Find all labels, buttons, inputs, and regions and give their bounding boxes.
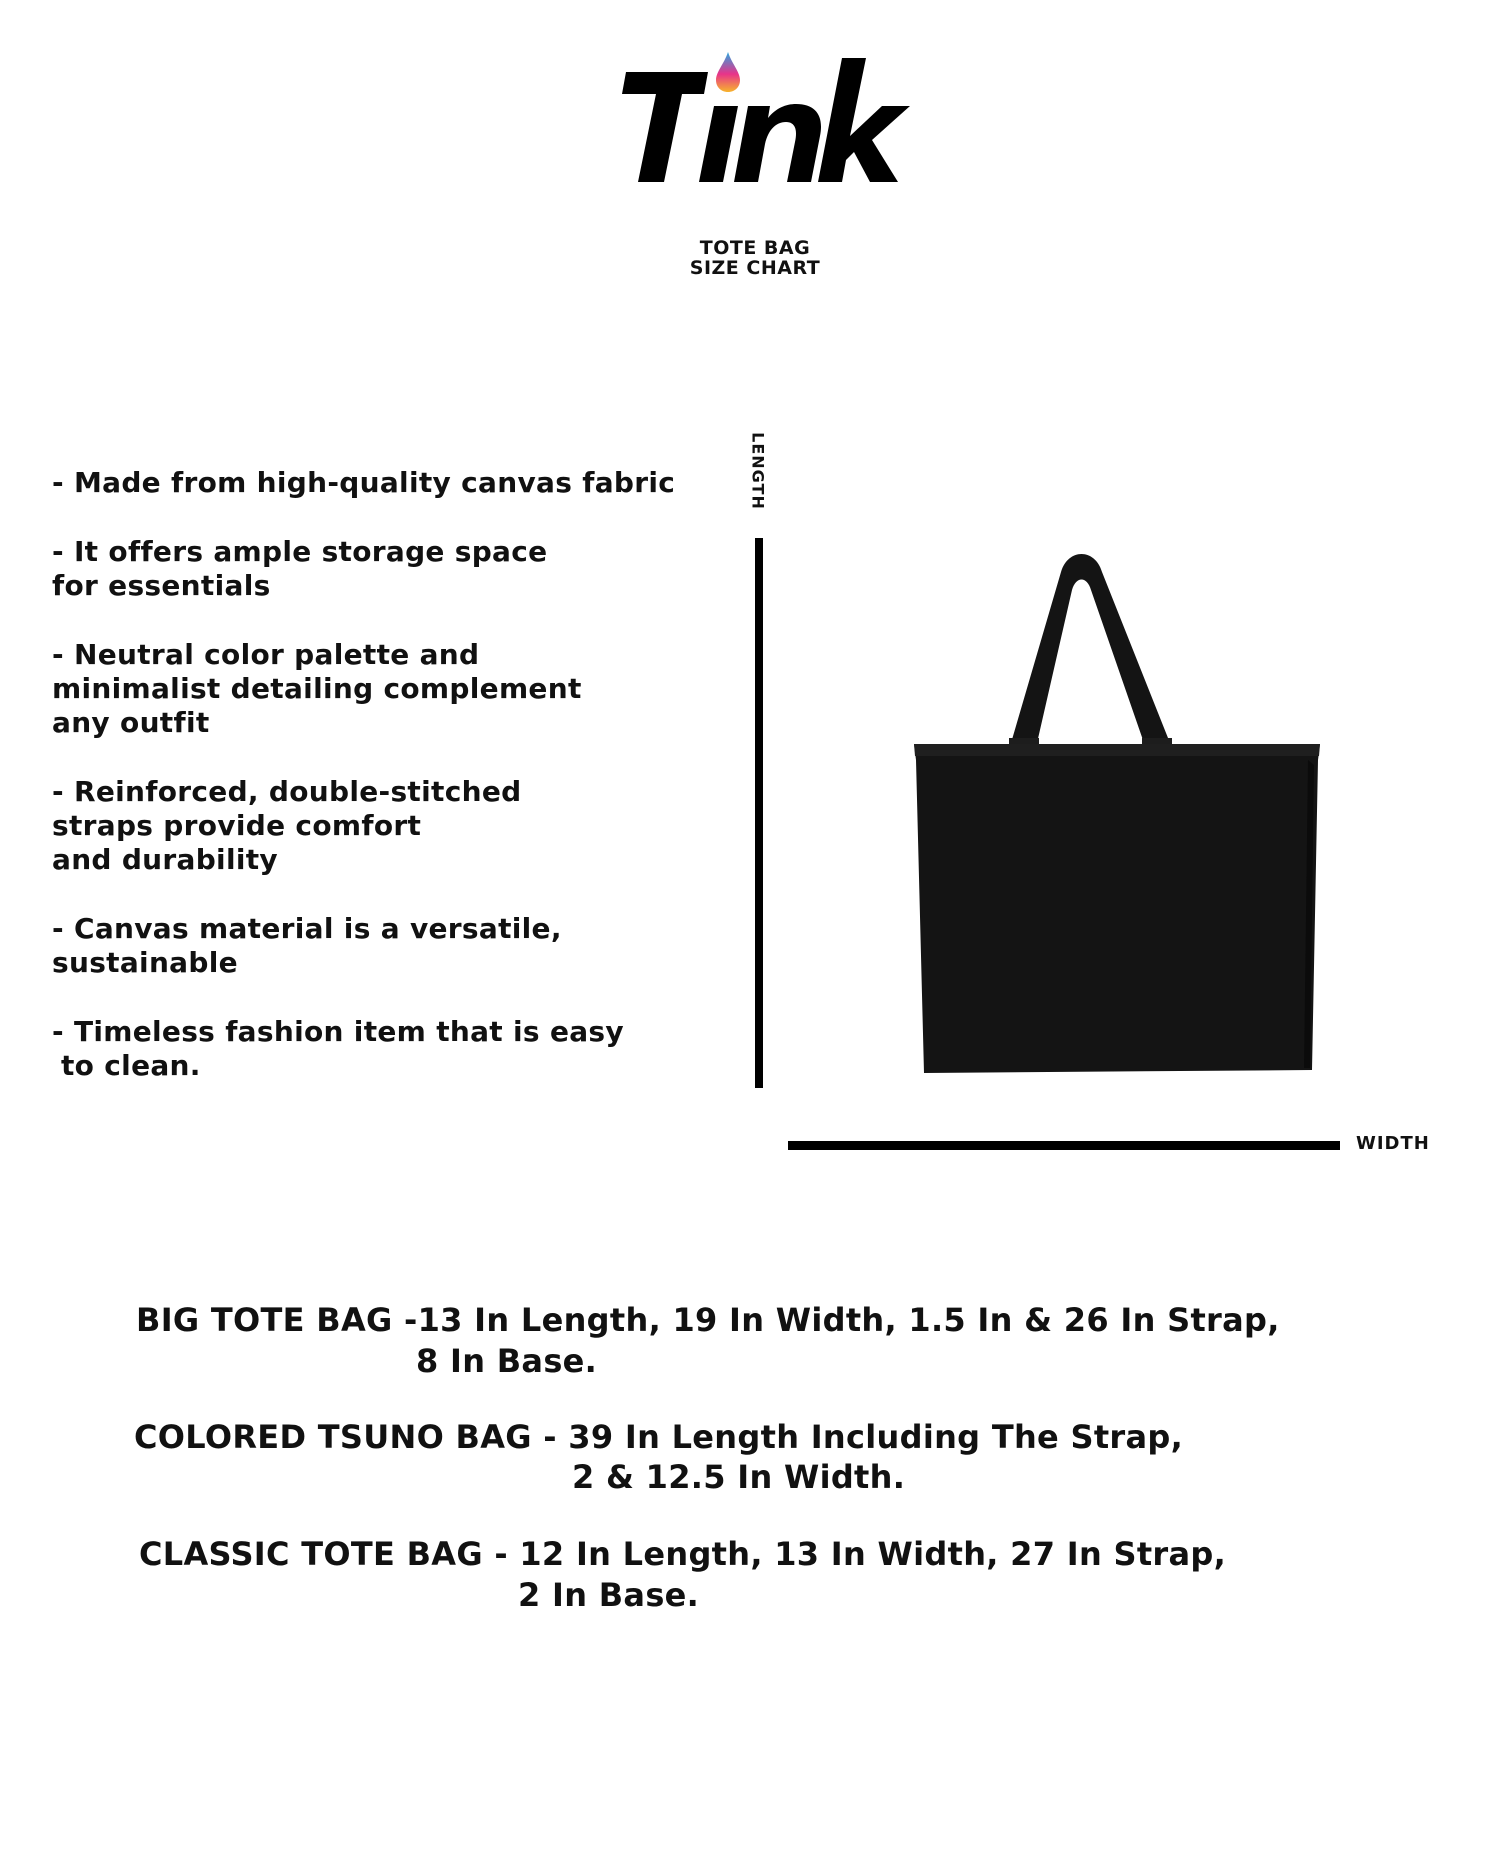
size-line: CLASSIC TOTE BAG - 12 In Length, 13 In Width, 27 In Strap, [139,1535,1227,1573]
tote-bag-image [900,490,1340,1090]
feature-item [52,466,752,500]
length-dimension-line [755,538,763,1088]
feature-line: and durability [52,843,278,876]
size-line: COLORED TSUNO BAG - 39 In Length Including The Strap, [134,1418,1184,1456]
size-entry-tsuno-bag [0,1417,1500,1497]
feature-line: - Timeless fashion item that is easy [52,1015,624,1048]
feature-line: any outfit [52,706,210,739]
feature-line: - Reinforced, double-stitched [52,775,522,808]
feature-line: to clean. [61,1049,201,1082]
feature-line: - Canvas material is a versatile, [52,912,562,945]
size-line: BIG TOTE BAG -13 In Length, 19 In Width, 1.5 In & 26 In Strap, [136,1301,1280,1339]
feature-list [52,466,752,1118]
feature-item [52,775,752,877]
title-line-2: SIZE CHART [689,257,821,279]
tink-logo-icon [620,48,910,188]
size-line: 2 & 12.5 In Width. [572,1458,906,1496]
tote-bag-icon [900,490,1340,1090]
length-label [745,426,771,516]
feature-item [52,638,752,740]
feature-line: - Made from high-quality canvas fabric [52,466,676,499]
feature-line: straps provide comfort [52,809,422,842]
feature-line: minimalist detailing complement [52,672,582,705]
width-dimension-line [788,1141,1340,1150]
size-line: 8 In Base. [416,1342,598,1380]
feature-line: - It offers ample storage space [52,535,548,568]
size-entry-classic-tote [0,1534,1500,1614]
feature-item [52,912,752,980]
title-line-1: TOTE BAG [699,237,811,259]
feature-item [52,1015,752,1083]
feature-line: - Neutral color palette and [52,638,480,671]
page-title [600,238,910,278]
length-label-text: LENGTH [748,432,768,510]
size-line: 2 In Base. [518,1576,700,1614]
feature-item [52,535,752,603]
size-list [0,1300,1500,1651]
brand-logo [620,48,910,188]
width-label: WIDTH [1356,1133,1430,1154]
feature-line: for essentials [52,569,271,602]
size-entry-big-tote [0,1300,1500,1380]
feature-line: sustainable [52,946,238,979]
